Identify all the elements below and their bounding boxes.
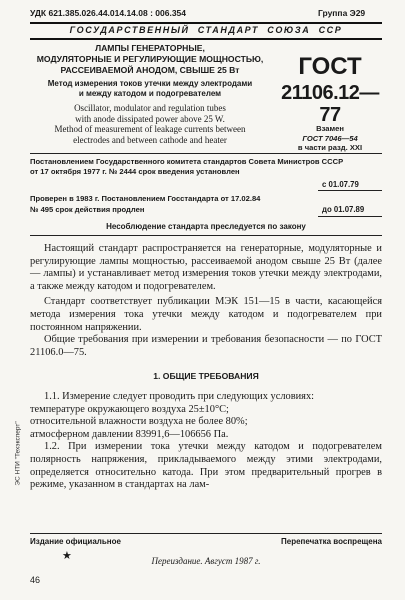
replaces-block: [280, 124, 380, 153]
clause-1-1: 1.1. Измерение следует проводить при следующих условиях:: [44, 390, 315, 402]
iec-paragraph: Стандарт соответствует публикации МЭК 151—15 в части, касающейся метода измерения тока утечки между катодом и подогревателем при постоянном напряжении.: [30, 296, 382, 333]
title-ru: [30, 43, 270, 76]
official-edition: Издание официальное: [30, 537, 121, 546]
checked-line1: Проверен в 1983 г. Постановлением Госстандарта от 17.02.84: [30, 194, 261, 203]
date-rule-2: [318, 216, 382, 217]
reprint-prohibited: Перепечатка воспрещена: [281, 537, 382, 546]
reissue-note: Переиздание. Август 1987 г.: [151, 556, 261, 566]
organization-rule: [30, 38, 382, 40]
title-en-line2: with anode dissipated power above 25 W.: [75, 113, 225, 124]
extended-date: до 01.07.89: [322, 205, 365, 214]
title-ru-line3: РАССЕИВАЕМОЙ АНОДОМ, СВЫШЕ 25 Вт: [60, 65, 240, 75]
replaces-standard: ГОСТ 7046—54: [302, 133, 358, 143]
effective-date: с 01.07.79: [322, 180, 359, 189]
group-code: Группа Э29: [318, 8, 366, 18]
title-en-line1: Oscillator, modulator and regulation tubes: [74, 103, 226, 113]
side-stamp: ЭС НТИ "Техэксперт": [14, 421, 22, 486]
checked-line2: № 495 срок действия продлен: [30, 205, 145, 214]
clause-1-2: 1.2. При измерении тока утечки между катодом и подогревателем полярность напряжения, прикладываемого между этими электродами, определяется относительно катода. При этом предварительный прогрев в режиме, указанном в стандартах на лам-: [30, 441, 382, 491]
title-ru-line1: ЛАМПЫ ГЕНЕРАТОРНЫЕ,: [95, 43, 205, 53]
replaces-label: Взамен: [316, 124, 344, 133]
replaces-part: в части разд. XXI: [297, 143, 363, 152]
date-rule-1: [318, 190, 382, 191]
resolution-line2: от 17 октября 1977 г. № 2444 срок введения установлен: [30, 167, 240, 176]
warning-rule: [30, 235, 382, 236]
clause-1-1-pressure: атмосферном давлении 83991,6—106656 Па.: [30, 428, 229, 440]
intro-paragraph: Настоящий стандарт распространяется на генераторные, модуляторные и регулирующие лампы мощностью, рассеиваемой анодом свыше 25 Вт (далее — лампы) и устанавливает метод измерения токов утечки между электродами, а также между катодом и подогревателем.: [30, 243, 382, 292]
gost-label: ГОСТ: [298, 53, 362, 80]
title-en-line3: Method of measurement of leakage currents between: [54, 124, 246, 134]
organization-banner: ГОСУДАРСТВЕННЫЙ СТАНДАРТ СОЮЗА ССР: [69, 25, 343, 35]
clause-1-1-humidity: относительной влажности воздуха не более 80%;: [30, 416, 248, 428]
footer-rule: [30, 533, 382, 534]
title-rule: [30, 153, 382, 154]
udc-code: УДК 621.385.026.44.014.14.08 : 006.354: [30, 8, 187, 18]
title-en-line4: electrodes and between cathode and heater: [73, 134, 227, 145]
resolution-line1: Постановлением Государственного комитета стандартов Совета Министров СССР: [30, 157, 344, 166]
legal-warning: Несоблюдение стандарта преследуется по закону: [106, 222, 306, 231]
title-ru-method: [30, 79, 270, 99]
title-ru-line2: МОДУЛЯТОРНЫЕ И РЕГУЛИРУЮЩИЕ МОЩНОСТЬЮ,: [36, 54, 264, 64]
safety-paragraph: Общие требования при измерении и требования безопасности — по ГОСТ 21106.0—75.: [30, 334, 382, 358]
title-ru-method-line2: и между катодом и подогревателем: [78, 89, 222, 98]
clause-1-1-temperature: температуре окружающего воздуха 25±10°С;: [30, 403, 229, 415]
star-icon: ★: [62, 550, 72, 562]
main-text: [30, 243, 382, 492]
section-title: 1. ОБЩИЕ ТРЕБОВАНИЯ: [153, 371, 259, 382]
top-rule: [30, 22, 382, 24]
gost-number: 21106.12—77: [281, 82, 379, 126]
title-ru-method-line1: Метод измерения токов утечки между электродами: [47, 79, 253, 88]
title-en: [30, 103, 270, 145]
page-number: 46: [30, 575, 41, 585]
